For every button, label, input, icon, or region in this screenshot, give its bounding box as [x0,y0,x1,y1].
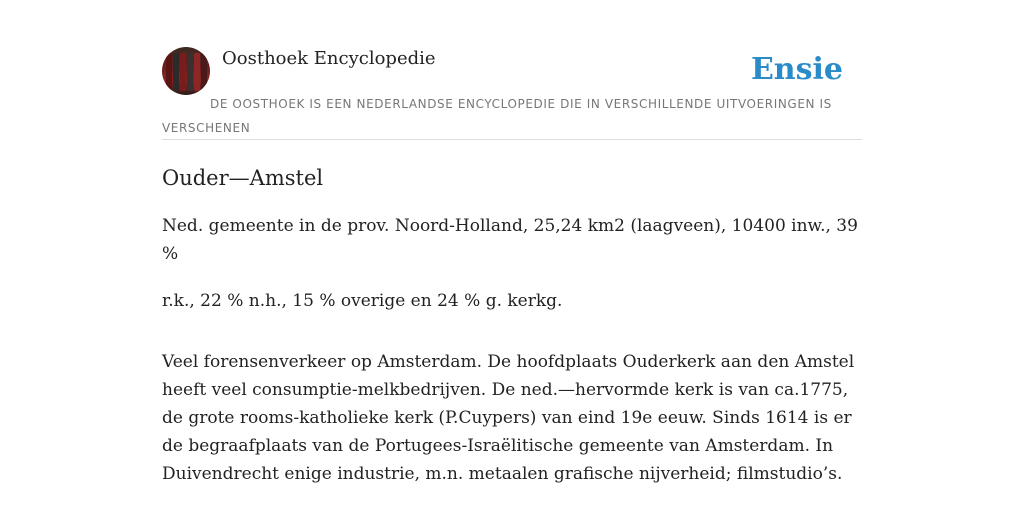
site-header [162,46,862,140]
book-spine [173,53,179,91]
entry-title: Ouder—Amstel [162,166,324,190]
ensie-logo-link[interactable]: Ensie [750,52,843,87]
site-title-link[interactable]: Oosthoek Encyclopedie [222,48,436,69]
book-spine [180,53,186,91]
book-spine [187,53,193,91]
book-spine [201,53,207,91]
entry-paragraph: Ned. gemeente in de prov. Noord-Holland, 25,24 km2 (laagveen), 10400 inw., 39 % [162,216,858,264]
encyclopedia-books-icon[interactable] [162,47,210,95]
page-container [162,46,862,488]
entry-paragraph: Veel forensenverkeer op Amsterdam. De hoofdplaats Ouderkerk aan den Amstel heeft veel consumptie-melkbedrijven. De ned.—hervormde kerk is van ca.1775, de grote rooms-katholieke kerk (P.Cuypers) van eind 19e eeuw. Sinds 1614 is er de begraafplaats van de Portugees-Israëlitische gemeente van Amsterdam. In Duivendrecht enige industrie, m.n. metaalen grafische nijverheid; filmstudio’s. [162,352,855,484]
book-spine [194,53,200,91]
site-tagline: DE OOSTHOEK IS EEN NEDERLANDSE ENCYCLOPEDIE DIE IN VERSCHILLENDE UITVOERINGEN IS VERSCHENEN [162,97,832,135]
book-spine [166,53,172,91]
entry-paragraph: r.k., 22 % n.h., 15 % overige en 24 % g. kerkg. [162,291,563,311]
